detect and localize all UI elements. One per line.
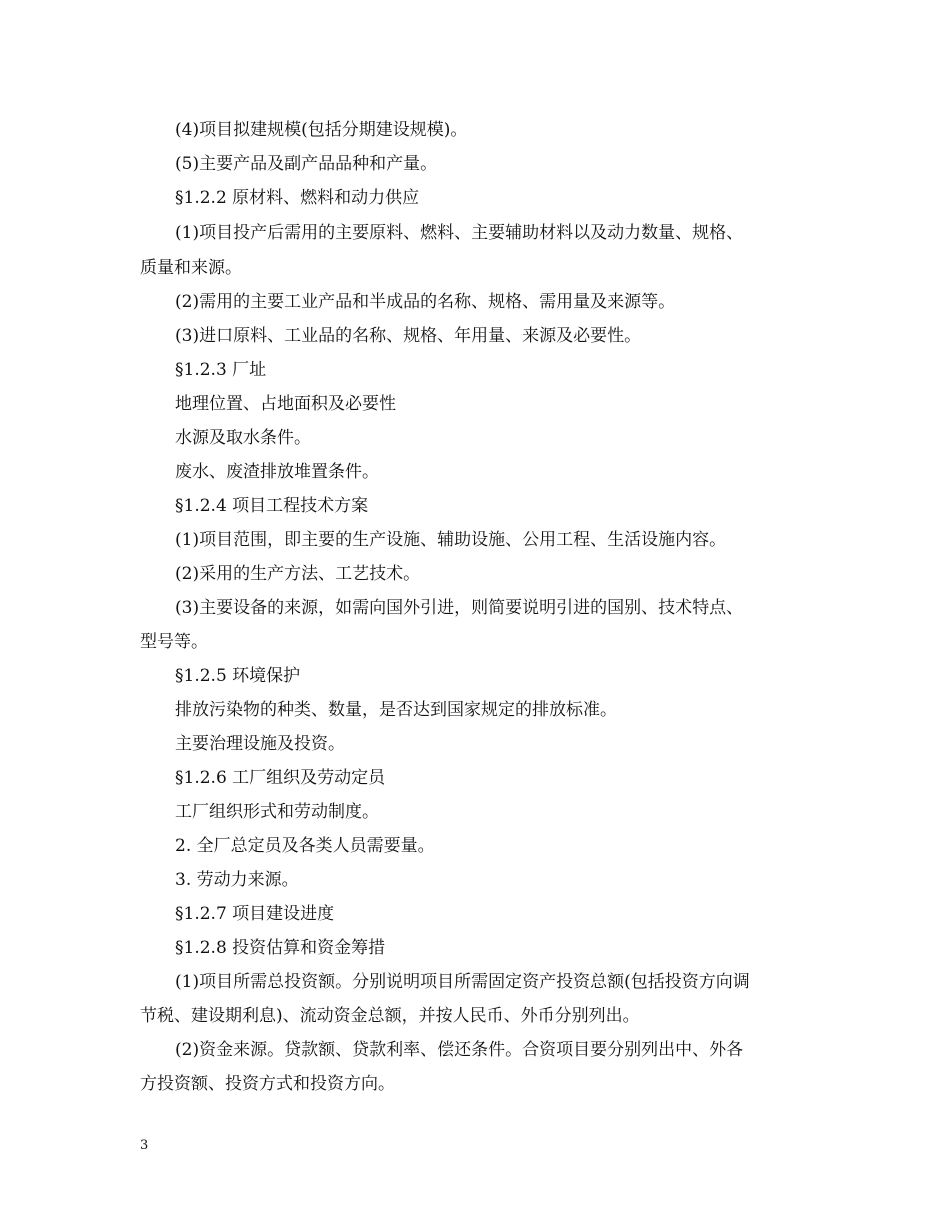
text-line: (2)资金来源。贷款额、贷款利率、偿还条件。合资项目要分别列出中、外各: [175, 1040, 744, 1060]
text-line: 2. 全厂总定员及各类人员需要量。: [175, 836, 435, 856]
section-heading: §1.2.3 厂址: [175, 360, 267, 380]
text-line: (3)进口原料、工业品的名称、规格、年用量、来源及必要性。: [175, 326, 642, 346]
text-line: (1)项目所需总投资额。分别说明项目所需固定资产投资总额(包括投资方向调: [175, 972, 750, 992]
text-line: (4)项目拟建规模(包括分期建设规模)。: [175, 120, 468, 140]
text-line: (2)需用的主要工业产品和半成品的名称、规格、需用量及来源等。: [175, 292, 676, 312]
section-heading: §1.2.7 项目建设进度: [175, 904, 335, 924]
text-line: 方投资额、投资方式和投资方向。: [140, 1074, 395, 1094]
text-line: 3. 劳动力来源。: [175, 870, 299, 890]
section-heading: §1.2.8 投资估算和资金筹措: [175, 938, 386, 958]
text-line: 主要治理设施及投资。: [175, 734, 345, 754]
section-heading: §1.2.5 环境保护: [175, 666, 301, 686]
text-line: 型号等。: [140, 632, 208, 652]
text-line: (1)项目投产后需用的主要原料、燃料、主要辅助材料以及动力数量、规格、: [175, 223, 744, 243]
text-line: 质量和来源。: [140, 258, 242, 278]
text-line: 废水、废渣排放堆置条件。: [175, 462, 379, 482]
text-line: 节税、建设期利息)、流动资金总额，并按人民币、外币分别列出。: [140, 1006, 640, 1026]
text-line: (2)采用的生产方法、工艺技术。: [175, 564, 421, 584]
text-line: 排放污染物的种类、数量，是否达到国家规定的排放标准。: [175, 700, 617, 720]
section-heading: §1.2.6 工厂组织及劳动定员: [175, 768, 386, 788]
page-number: 3: [140, 1138, 149, 1153]
text-line: 水源及取水条件。: [175, 428, 311, 448]
text-line: (1)项目范围，即主要的生产设施、辅助设施、公用工程、生活设施内容。: [175, 530, 727, 550]
text-line: (5)主要产品及副产品品种和产量。: [175, 154, 438, 174]
section-heading: §1.2.2 原材料、燃料和动力供应: [175, 188, 420, 208]
text-line: (3)主要设备的来源，如需向国外引进，则简要说明引进的国别、技术特点、: [175, 598, 744, 618]
text-line: 工厂组织形式和劳动制度。: [175, 802, 379, 822]
section-heading: §1.2.4 项目工程技术方案: [175, 496, 369, 516]
text-line: 地理位置、占地面积及必要性: [175, 394, 396, 414]
